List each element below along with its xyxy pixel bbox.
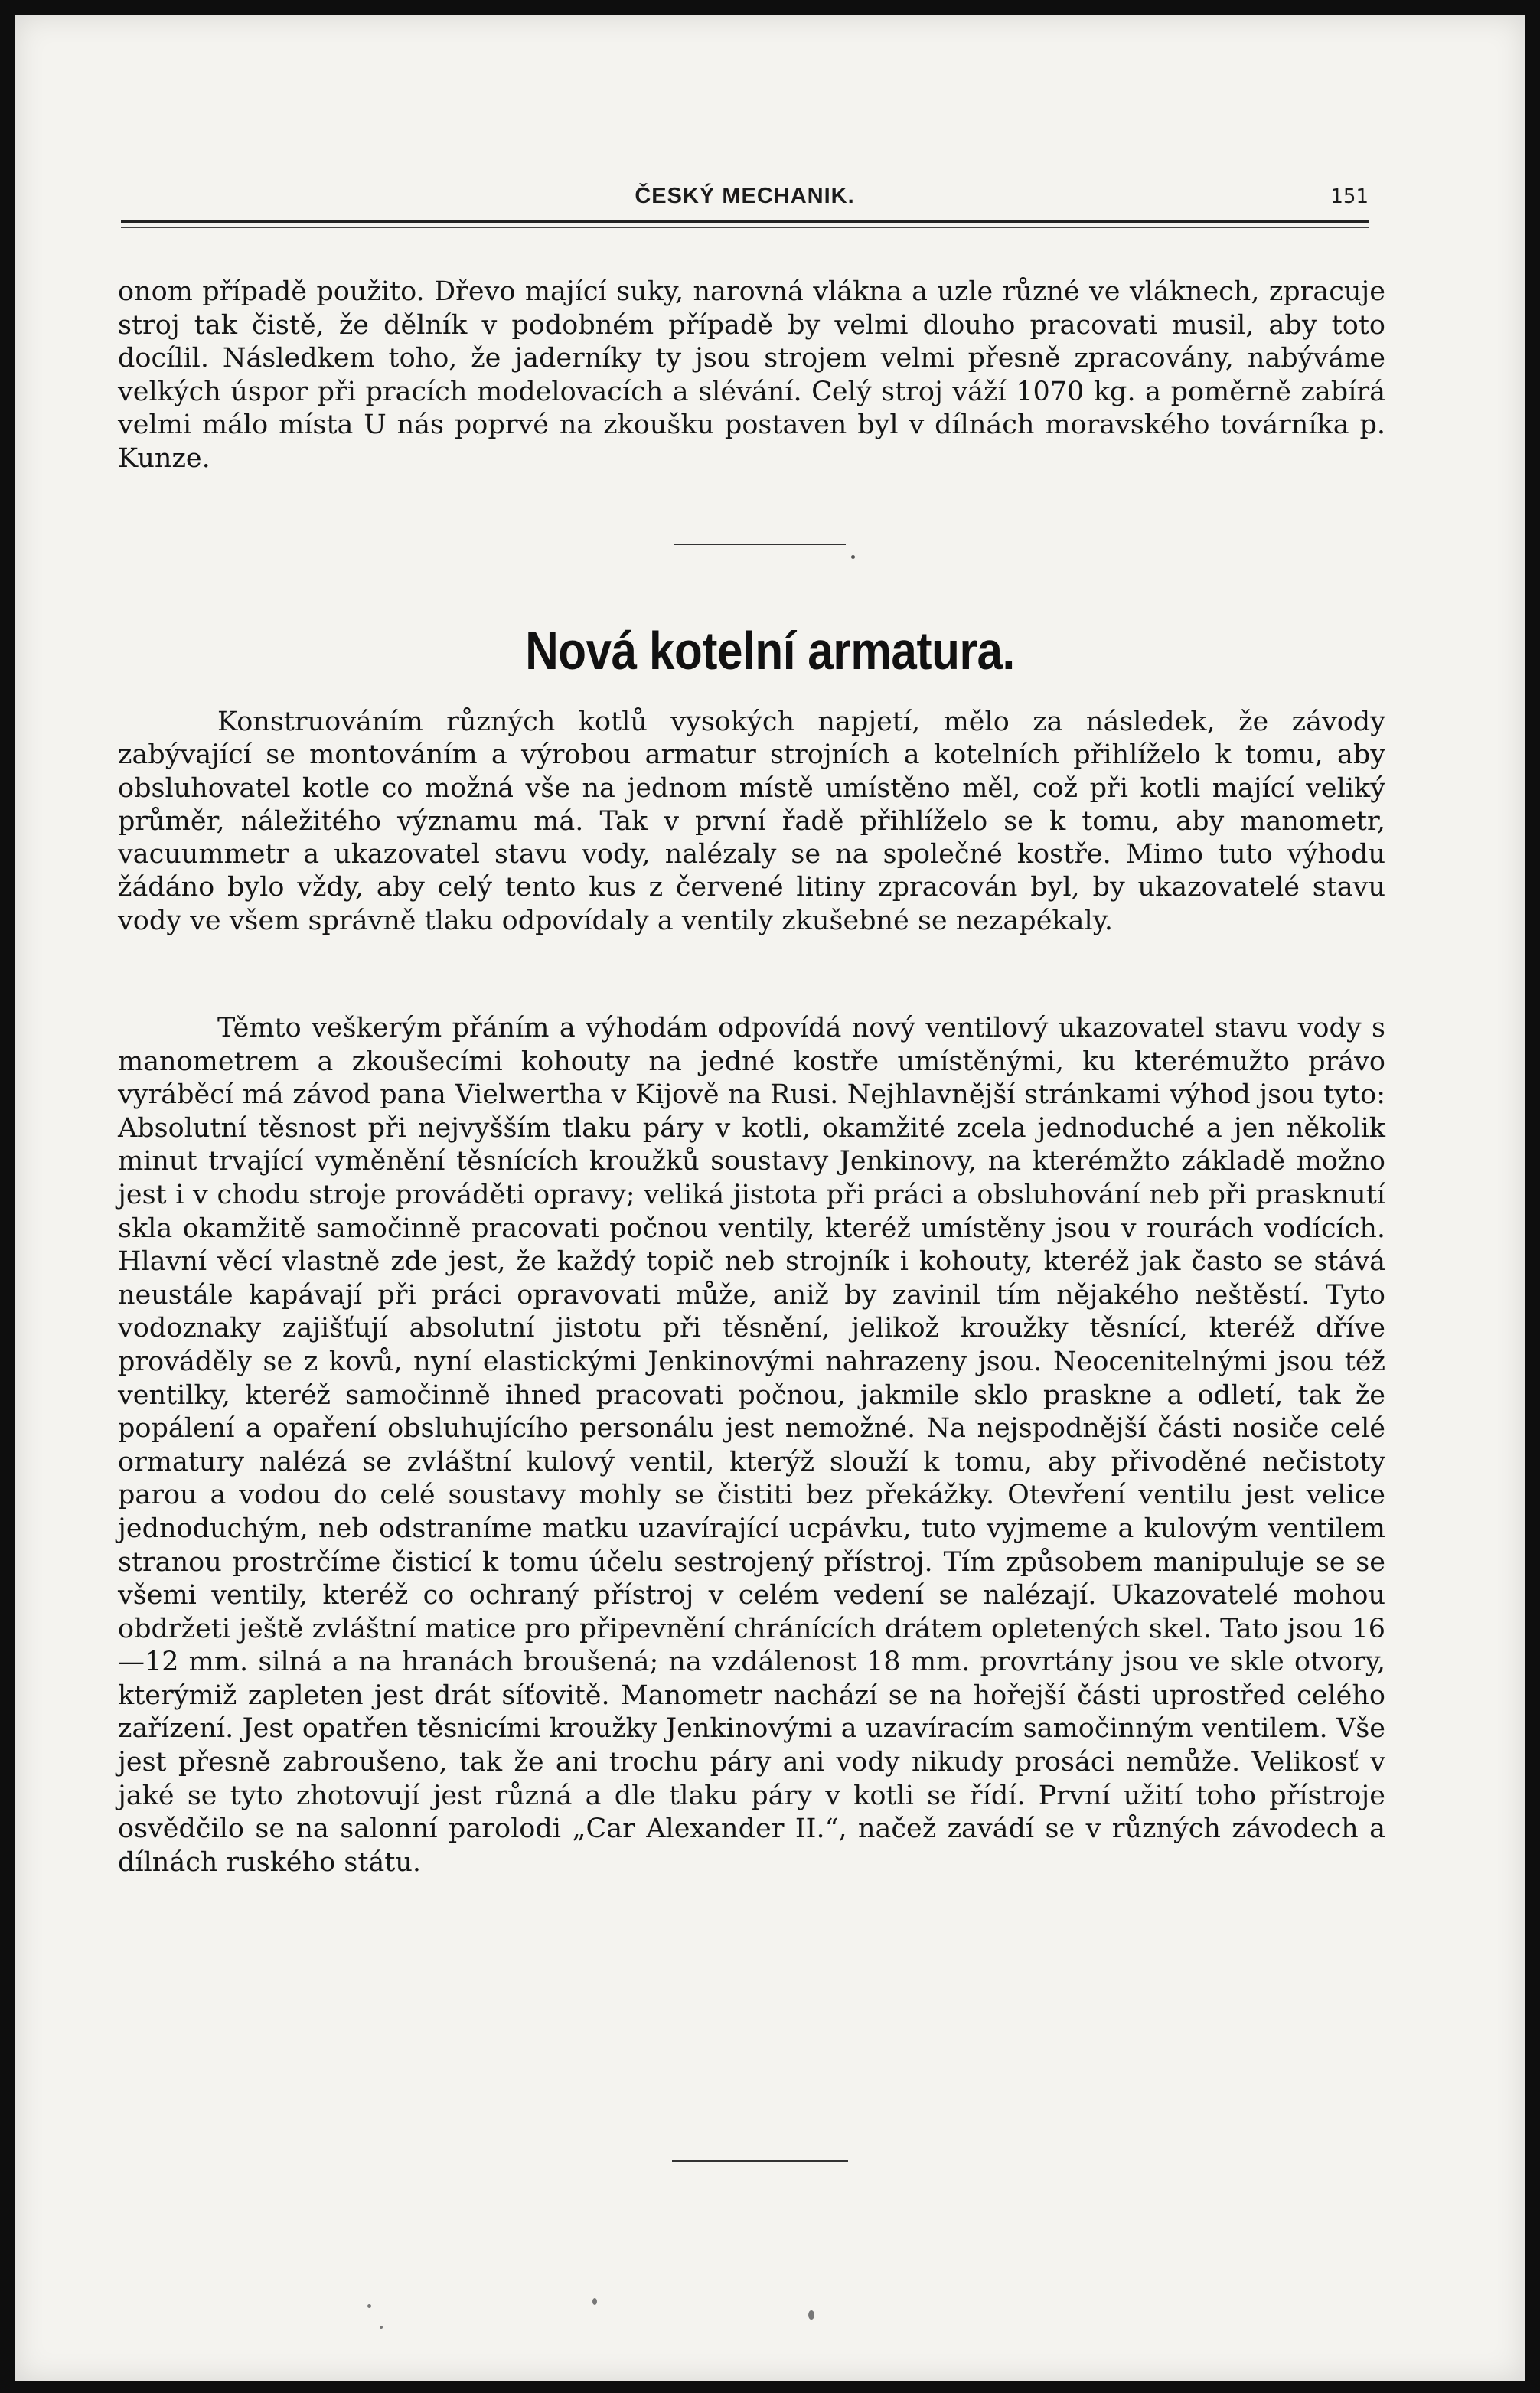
print-speck [851,555,855,559]
end-divider [672,2160,848,2162]
page-number: 151 [1330,185,1369,208]
header-rule-thick [121,220,1369,223]
print-speck [380,2326,383,2329]
print-speck [592,2298,597,2305]
section-divider [674,544,846,545]
print-speck [367,2304,371,2308]
book-page [15,15,1525,2381]
continued-paragraph: onom případě použito. Dřevo mající suky, narovná vlákna a uzle různé ve vláknech, zpracuje stroj tak čistě, že dělník v podobném případě by velmi dlouho pracovati musil, aby toto docílil. Následkem toho, že jaderníky ty jsou strojem velmi přesně zpracovány, nabýváme velkých úspor při pracích modelovacích a slévání. Celý stroj váží 1070 kg. a poměrně zabírá velmi málo místa U nás poprvé na zkoušku postaven byl v dílnách moravského továrníka p. Kunze. [118,276,1385,474]
running-head [121,182,1369,216]
article-paragraph: Těmto veškerým přáním a výhodám odpovídá nový ventilový ukazovatel stavu vody s manometrem a zkoušecími kohouty na jedné kostře umístěnými, ku kterémužto právo vyráběcí má závod pana Vielwertha v Kijově na Rusi. Nejhlavnější stránkami výhod jsou tyto: Absolutní těsnost při nejvyšším tlaku páry v kotli, okamžité zcela jednoduché a jen několik minut trvající vyměnění těsnících kroužků soustavy Jenkinovy, na kterémžto základě možno jest i v chodu stroje prováděti opravy; veliká jistota při práci a obsluhování neb při prasknutí skla okamžitě samočinně pracovati počnou ventily, kteréž umístěny jsou v rourách vodících. Hlavní věcí vlastně zde jest, že každý topič neb strojník i kohouty, kteréž jak často se stává neustále kapávají při práci opravovati může, aniž by zavinil tím nějakého neštěstí. Tyto vodoznaky zajišťují absolutní jistotu při těsnění, jelikož kroužky těsnící, kteréž dříve prováděly se z kovů, nyní elastickými Jenkinovými nahrazeny jsou. Neocenitelnými jsou též ventilky, kteréž samočinně ihned pracovati počnou, jakmile sklo praskne a odletí, tak že popálení a opaření obsluhujícího personálu jest nemožné. Na nejspodnější části nosiče celé ormatury nalézá se zvláštní kulový ventil, kterýž slouží k tomu, aby přivoděné nečistoty parou a vodou do celé soustavy mohly se čistiti bez překážky. Otevření ventilu jest velice jednoduchým, neb odstraníme matku uzavírající ucpávku, tuto vyjmeme a kulovým ventilem stranou prostrčíme čisticí k tomu účelu sestrojený přístroj. Tím způsobem manipuluje se se všemi ventily, kteréž co ochraný přístroj v celém vedení se nalézají. Ukazovatelé mohou obdržeti ještě zvláštní matice pro připevnění chránících drátem opletených skel. Tato jsou 16—12 mm. silná a na hranách broušená; na vzdálenost 18 mm. provrtány jsou ve skle otvory, kterýmiž zapleten jest drát síťovitě. Manometr nachází se na hořejší části uprostřed celého zařízení. Jest opatřen těsnicími kroužky Jenkinovými a uzavíracím samočinným ventilem. Vše jest přesně zabroušeno, tak že ani trochu páry ani vody nikudy prosáci nemůže. Velikosť v jaké se tyto zhotovují jest různá a dle tlaku páry v kotli se řídí. První užití toho přístroje osvědčilo se na salonní parolodi „Car Alexander II.“, načež zavádí se v různých závodech a dílnách ruského státu. [118,1013,1385,1878]
header-rule-thin [121,227,1369,228]
journal-title: ČESKÝ MECHANIK. [635,184,855,208]
print-speck [808,2310,814,2320]
article-paragraph: Konstruováním různých kotlů vysokých napjetí, mělo za následek, že závody zabývající se montováním a výrobou armatur strojních a kotelních přihlíželo k tomu, aby obsluhovatel kotle co možná vše na jednom místě umístěno měl, což při kotli mající veliký průměr, náležitého významu má. Tak v první řadě přihlíželo se k tomu, aby manometr, vacuummetr a ukazovatel stavu vody, nalézaly se na společné kostře. Mimo tuto výhodu žádáno bylo vždy, aby celý tento kus z červené litiny zpracován byl, by ukazovatelé stavu vody ve všem správně tlaku odpovídaly a ventily zkušebné se nezapékaly. [118,707,1385,936]
article-title: Nová kotelní armatura. [525,621,1015,681]
